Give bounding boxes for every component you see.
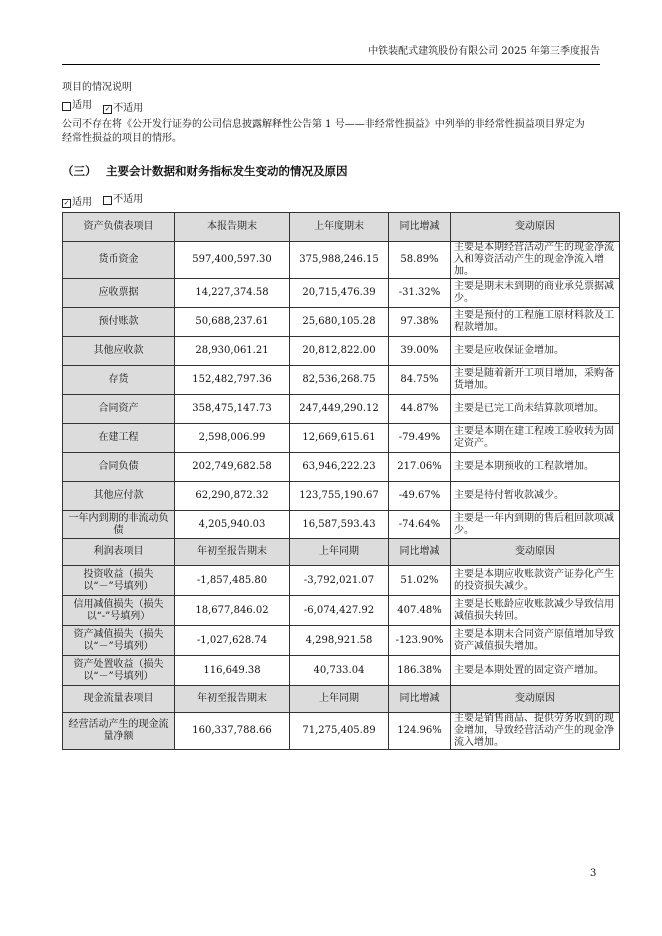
change-cell: -31.32% (389, 279, 451, 308)
checkbox-icon[interactable] (103, 196, 112, 205)
reason-cell: 主要是应收保证金增加。 (451, 337, 620, 366)
previous-value-cell: 20,812,822.00 (290, 337, 389, 366)
checkbox-icon[interactable]: ✓ (63, 198, 70, 207)
previous-value-cell: -3,792,021.07 (290, 566, 389, 596)
checkbox-icon[interactable]: ✓ (104, 104, 111, 113)
reason-cell: 主要是本期末合同资产原值增加导致资产减值损失增加。 (451, 626, 620, 656)
reason-cell: 主要是随着新开工项目增加，采购备货增加。 (451, 366, 620, 395)
cash-header-row (63, 686, 620, 713)
column-header: 上年度期末 (290, 213, 389, 242)
change-cell: 44.87% (389, 395, 451, 424)
column-header: 同比增减 (389, 539, 451, 566)
previous-value-cell: -6,074,427.92 (290, 596, 389, 626)
nonrecurring-label: 项目的情况说明 (62, 82, 132, 93)
report-header: 中铁装配式建筑股份有限公司 2025 年第三季度报告 (368, 46, 600, 57)
change-cell: 51.02% (389, 566, 451, 596)
column-header: 上年同期 (290, 686, 389, 713)
column-header: 变动原因 (451, 213, 620, 242)
page-number: 3 (590, 868, 597, 879)
table-row (63, 308, 620, 337)
table-row (63, 366, 620, 395)
financial-changes-table (62, 212, 620, 750)
change-cell: 97.38% (389, 308, 451, 337)
change-cell: 39.00% (389, 337, 451, 366)
current-value-cell: 28,930,061.21 (175, 337, 290, 366)
previous-value-cell: 247,449,290.12 (290, 395, 389, 424)
item-cell: 经营活动产生的现金流量净额 (63, 713, 175, 750)
item-cell: 合同负债 (63, 453, 175, 482)
checkbox-icon[interactable] (62, 102, 71, 111)
item-cell: 在建工程 (63, 424, 175, 453)
balance-header-row (63, 213, 620, 242)
column-header: 现金流量表项目 (63, 686, 175, 713)
previous-value-cell: 12,669,615.61 (290, 424, 389, 453)
current-value-cell: 18,677,846.02 (175, 596, 290, 626)
previous-value-cell: 40,733.04 (290, 656, 389, 686)
income-header-row (63, 539, 620, 566)
column-header: 年初至报告期末 (175, 686, 290, 713)
reason-cell: 主要是预付的工程施工原材料款及工程款增加。 (451, 308, 620, 337)
option-not-applicable[interactable]: 不适用 (103, 193, 143, 207)
current-value-cell: 50,688,237.61 (175, 308, 290, 337)
reason-cell: 主要是本期经营活动产生的现金净流入和筹资活动产生的现金净流入增加。 (451, 242, 620, 279)
nonrecurring-text-line2: 经常性损益的项目的情形。 (62, 133, 182, 144)
current-value-cell: 4,205,940.03 (175, 511, 290, 539)
previous-value-cell: 4,298,921.58 (290, 626, 389, 656)
change-cell: 186.38% (389, 656, 451, 686)
section-title: 主要会计数据和财务指标发生变动的情况及原因 (106, 164, 348, 178)
column-header: 变动原因 (451, 686, 620, 713)
table-row (63, 482, 620, 511)
current-value-cell: 358,475,147.73 (175, 395, 290, 424)
current-value-cell: 202,749,682.58 (175, 453, 290, 482)
current-value-cell: 62,290,872.32 (175, 482, 290, 511)
change-cell: 407.48% (389, 596, 451, 626)
change-cell: -79.49% (389, 424, 451, 453)
item-cell: 信用减值损失（损失以“-”号填列） (63, 596, 175, 626)
header-divider (62, 64, 600, 65)
item-cell: 资产减值损失（损失以“－”号填列） (63, 626, 175, 656)
table-row (63, 626, 620, 656)
change-cell: 217.06% (389, 453, 451, 482)
column-header: 上年同期 (290, 539, 389, 566)
reason-cell: 主要是已完工尚未结算款项增加。 (451, 395, 620, 424)
table-row (63, 596, 620, 626)
previous-value-cell: 375,988,246.15 (290, 242, 389, 279)
change-cell: 84.75% (389, 366, 451, 395)
previous-value-cell: 16,587,593.43 (290, 511, 389, 539)
reason-cell: 主要是期末未到期的商业承兑票据减少。 (451, 279, 620, 308)
reason-cell: 主要是本期应收账款资产证券化产生的投资损失减少。 (451, 566, 620, 596)
item-cell: 预付账款 (63, 308, 175, 337)
option-applicable[interactable]: 适用 (62, 99, 92, 113)
reason-cell: 主要是销售商品、提供劳务收到的现金增加，导致经营活动产生的现金净流入增加。 (451, 713, 620, 750)
nonrecurring-text-line1: 公司不存在将《公开发行证券的公司信息披露解释性公告第 1 号——非经常性损益》中列举的非经常性损益项目界定为 (62, 119, 585, 130)
item-cell: 其他应收款 (63, 337, 175, 366)
column-header: 年初至报告期末 (175, 539, 290, 566)
option-applicable[interactable]: ✓ 适用 (63, 197, 92, 208)
column-header: 利润表项目 (63, 539, 175, 566)
option-not-applicable[interactable]: ✓ 不适用 (104, 103, 144, 114)
previous-value-cell: 123,755,190.67 (290, 482, 389, 511)
current-value-cell: 597,400,597.30 (175, 242, 290, 279)
table-row (63, 242, 620, 279)
item-cell: 应收票据 (63, 279, 175, 308)
table-row (63, 424, 620, 453)
reason-cell: 主要是本期处置的固定资产增加。 (451, 656, 620, 686)
current-value-cell: 160,337,788.66 (175, 713, 290, 750)
current-value-cell: 152,482,797.36 (175, 366, 290, 395)
section-heading (62, 163, 348, 179)
column-header: 资产负债表项目 (63, 213, 175, 242)
item-cell: 其他应付款 (63, 482, 175, 511)
nonrecurring-options (62, 99, 143, 116)
reason-cell: 主要是待付暂收款减少。 (451, 482, 620, 511)
previous-value-cell: 25,680,105.28 (290, 308, 389, 337)
previous-value-cell: 71,275,405.89 (290, 713, 389, 750)
column-header: 同比增减 (389, 686, 451, 713)
section-number: （三） (62, 164, 97, 178)
column-header: 变动原因 (451, 539, 620, 566)
item-cell: 合同资产 (63, 395, 175, 424)
reason-cell: 主要是本期在建工程竣工验收转为固定资产。 (451, 424, 620, 453)
change-cell: -74.64% (389, 511, 451, 539)
change-cell: -123.90% (389, 626, 451, 656)
item-cell: 一年内到期的非流动负债 (63, 511, 175, 539)
reason-cell: 主要是一年内到期的售后租回款项减少。 (451, 511, 620, 539)
table-row (63, 453, 620, 482)
current-value-cell: -1,857,485.80 (175, 566, 290, 596)
item-cell: 资产处置收益（损失以“－”号填列） (63, 656, 175, 686)
table-row (63, 395, 620, 424)
table-row (63, 279, 620, 308)
reason-cell: 主要是本期预收的工程款增加。 (451, 453, 620, 482)
change-cell: 124.96% (389, 713, 451, 750)
item-cell: 存货 (63, 366, 175, 395)
section-options (62, 193, 143, 210)
reason-cell: 主要是长账龄应收账款减少导致信用减值损失转回。 (451, 596, 620, 626)
change-cell: 58.89% (389, 242, 451, 279)
previous-value-cell: 63,946,222.23 (290, 453, 389, 482)
current-value-cell: 116,649.38 (175, 656, 290, 686)
table-row (63, 656, 620, 686)
table-row (63, 511, 620, 539)
item-cell: 投资收益（损失以“－”号填列） (63, 566, 175, 596)
current-value-cell: 14,227,374.58 (175, 279, 290, 308)
column-header: 本报告期末 (175, 213, 290, 242)
item-cell: 货币资金 (63, 242, 175, 279)
previous-value-cell: 20,715,476.39 (290, 279, 389, 308)
current-value-cell: -1,027,628.74 (175, 626, 290, 656)
column-header: 同比增减 (389, 213, 451, 242)
previous-value-cell: 82,536,268.75 (290, 366, 389, 395)
table-row (63, 566, 620, 596)
table-row (63, 337, 620, 366)
current-value-cell: 2,598,006.99 (175, 424, 290, 453)
change-cell: -49.67% (389, 482, 451, 511)
table-row (63, 713, 620, 750)
